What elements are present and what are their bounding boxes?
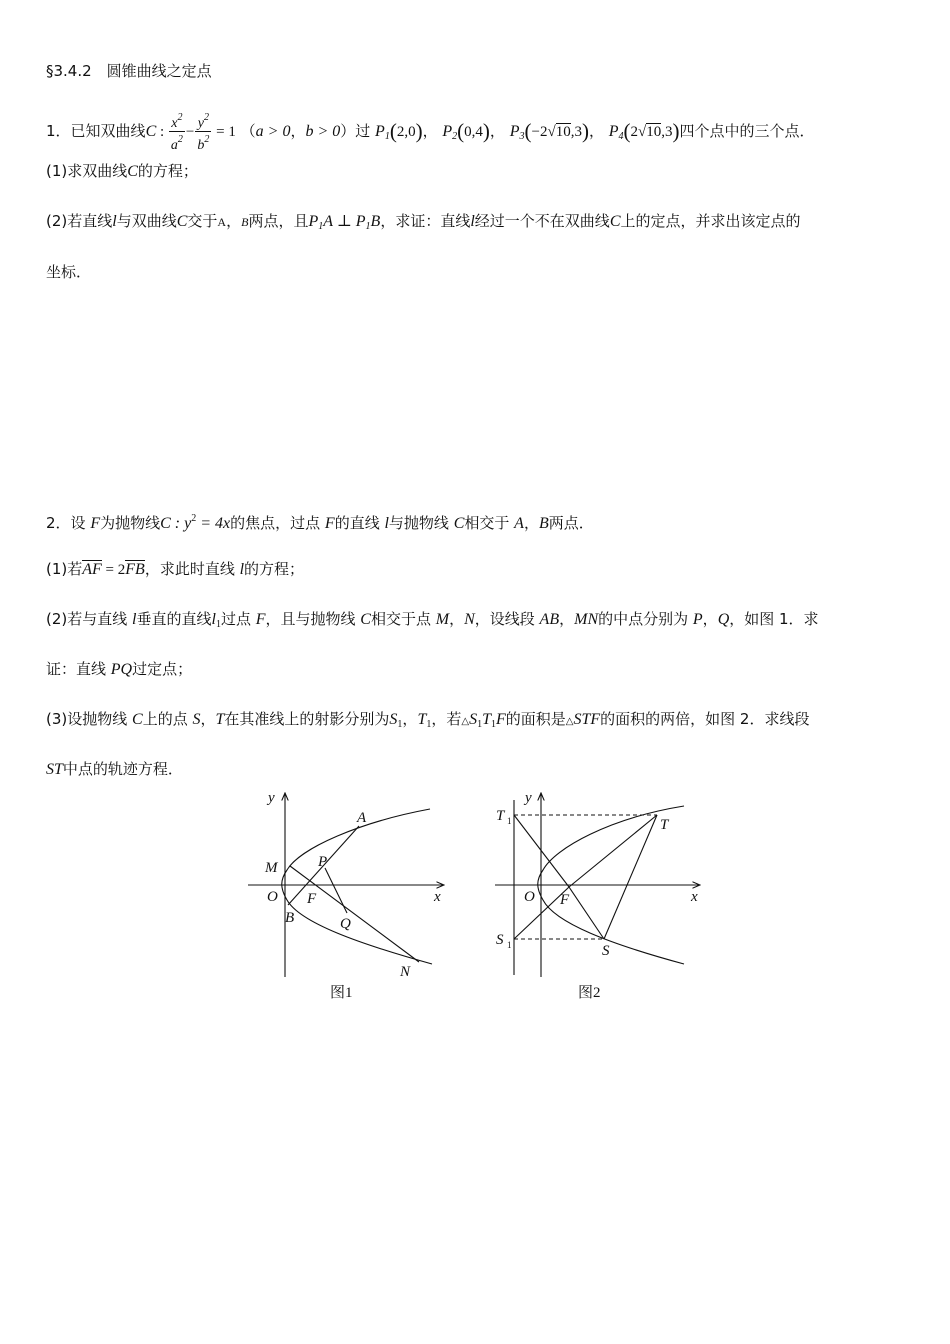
fig1-label-N: N [400, 964, 411, 980]
var-b: b [197, 138, 205, 153]
problem2-part2 [46, 609, 819, 635]
line-PQ: PQ [110, 661, 133, 678]
sub: 2 [452, 131, 458, 142]
segment-AB: AB [539, 611, 560, 628]
text: 相交于 [464, 514, 515, 532]
equals-one: = 1 [212, 124, 236, 140]
exp: 2 [177, 134, 183, 145]
fig1-label-O: O [267, 889, 278, 905]
text: 中点的轨迹方程． [62, 760, 183, 778]
P: P [442, 123, 453, 140]
point-Q: Q [717, 611, 730, 628]
point-P4 [609, 123, 624, 140]
figure1-caption: 图1 [330, 985, 353, 1001]
sep: ， [449, 610, 465, 628]
paren: ) [415, 119, 423, 143]
parabola-eq: : y [170, 515, 192, 532]
text: ，如图 1．求 [729, 610, 819, 628]
fig1-line-AB [288, 826, 359, 905]
problem1-statement [46, 110, 815, 153]
fig2-label-T1-sub: 1 [507, 816, 512, 826]
point-F: F [255, 611, 266, 628]
figure2-diagram [495, 793, 700, 977]
fig1-line-PQ [325, 868, 347, 913]
tri-S: S [469, 711, 478, 728]
exp: 2 [191, 513, 197, 524]
P2-coord: 0,4 [464, 124, 483, 140]
P4-root: 10 [646, 124, 662, 140]
text: ，若 [431, 710, 462, 728]
section-title [46, 61, 212, 81]
P3-root: 10 [555, 124, 571, 140]
problem2-part3-line2 [46, 759, 183, 780]
P1-coord: 2,0 [396, 124, 416, 140]
sqrt-sign: √ [638, 124, 647, 140]
fig2-label-F: F [560, 892, 570, 908]
text: 的方程； [244, 560, 305, 578]
var-y: y [197, 116, 204, 131]
problem2-statement [46, 509, 594, 534]
text: 为抛物线 [100, 514, 161, 532]
fraction-y2-b2 [195, 110, 211, 153]
fig2-label-T1: T [496, 808, 505, 824]
paren: ) [581, 119, 589, 143]
P: P [308, 213, 319, 230]
fig2-label-T: T [660, 817, 669, 833]
fig2-label-S1-sub: 1 [507, 940, 512, 950]
problem1-part2-line2 [46, 262, 91, 282]
cond-close: ）过 [340, 122, 371, 140]
point-P2 [442, 123, 457, 140]
perp-expr [308, 213, 380, 230]
text: 两点，且 [248, 212, 309, 230]
tri-T: T [482, 711, 491, 728]
curve-C: C [609, 213, 621, 230]
problem1-number: 1． [46, 122, 71, 140]
figure2-labels [496, 790, 698, 959]
paren: ( [389, 119, 397, 143]
text: 上的点 [142, 710, 193, 728]
point-F: F [324, 515, 335, 532]
text: 的直线 [334, 514, 385, 532]
line-l: l [470, 213, 475, 230]
P: P [608, 123, 619, 140]
problem1-part1 [46, 161, 198, 182]
point-S1: S [389, 711, 398, 728]
text: (2)若与直线 [46, 610, 133, 628]
paren: ) [672, 119, 680, 143]
text: 证：直线 [46, 660, 111, 678]
vector-FB: FB [125, 561, 145, 578]
fig1-label-P: P [318, 854, 328, 870]
problem1-tail: 四个点中的三个点． [679, 122, 815, 140]
point-B: B [241, 215, 249, 229]
triangle-symbol: △ [565, 716, 574, 727]
line-l: l [239, 561, 245, 578]
fig2-line-TF [569, 815, 657, 887]
sub: 1 [215, 619, 221, 630]
curve-C: C [127, 163, 138, 180]
text: ，求证：直线 [380, 212, 471, 230]
var-a: a [170, 138, 178, 153]
fig1-label-x: x [434, 889, 441, 905]
perp-mid: A ⊥ [323, 213, 356, 230]
paren: ( [457, 119, 465, 143]
sub: 1 [426, 719, 432, 730]
minus-sign: − [185, 124, 195, 140]
segment-ST: ST [46, 761, 63, 778]
P3-right: ,3 [570, 124, 582, 140]
text: 过定点； [132, 660, 193, 678]
fig2-label-x: x [691, 889, 698, 905]
section-title-text: §3.4.2 圆锥曲线之定点 [46, 62, 212, 80]
exp: 2 [203, 112, 209, 123]
problem1-intro: 已知双曲线 [70, 122, 146, 140]
text: 相交于点 [370, 610, 436, 628]
problem1-part2 [46, 211, 801, 237]
text: 的面积的两倍，如图 2．求线段 [600, 710, 810, 728]
sub: 1 [397, 719, 403, 730]
comma: ， [489, 122, 505, 140]
text: 经过一个不在双曲线 [474, 212, 610, 230]
part1-label: (1)求双曲线 [46, 162, 128, 180]
sep: ， [402, 710, 418, 728]
sub: 1 [365, 221, 371, 232]
curve-C: C [453, 515, 465, 532]
curve-C: C [360, 611, 371, 628]
P: P [355, 213, 366, 230]
sep: ， [200, 710, 216, 728]
point-A: A [514, 515, 524, 532]
parabola-rhs: = 4x [196, 515, 231, 532]
figure1-labels [264, 790, 441, 980]
paren: ( [623, 119, 631, 143]
line-l: l [384, 515, 389, 532]
curve-C: C [176, 213, 188, 230]
text: 2．设 [46, 514, 91, 532]
fig2-label-y: y [525, 790, 532, 806]
text: (1)若 [46, 560, 83, 578]
curve-C: C [160, 515, 171, 532]
fig1-label-y: y [268, 790, 275, 806]
fig2-line-T1F [514, 815, 569, 887]
text: (3)设抛物线 [46, 710, 133, 728]
comma: ， [588, 122, 604, 140]
exp: 2 [177, 112, 183, 123]
fig2-label-S: S [602, 943, 610, 959]
var-x: x [171, 116, 178, 131]
fig2-line-FS [569, 887, 604, 939]
point-T: T [215, 711, 225, 728]
fig1-label-A: A [357, 810, 367, 826]
text: 与抛物线 [388, 514, 454, 532]
text: 两点． [548, 514, 594, 532]
fig1-label-M: M [265, 860, 278, 876]
line-l1: l [211, 611, 216, 628]
perp-end: B [370, 213, 381, 230]
vec-mid: = 2 [101, 562, 126, 578]
text: (2)若直线 [46, 212, 113, 230]
problem2-part1 [46, 559, 304, 580]
sub: 4 [618, 131, 624, 142]
point-P1 [375, 123, 390, 140]
problem2-part3 [46, 709, 809, 735]
fig1-line-MN [290, 866, 419, 962]
colon: : [156, 124, 168, 140]
text: ， [226, 212, 242, 230]
P4-left: 2 [630, 124, 639, 140]
line-l: l [112, 213, 117, 230]
fig2-line-S1F [514, 887, 569, 939]
line-l: l [132, 611, 137, 628]
triangle-STF: STF [573, 711, 601, 728]
fraction-x2-a2 [169, 110, 185, 153]
point-B: B [538, 515, 549, 532]
point-T1: T [417, 711, 427, 728]
sub: 3 [519, 131, 525, 142]
text: 与双曲线 [116, 212, 177, 230]
comma: ， [290, 122, 306, 140]
sep: ， [523, 514, 539, 532]
figure2-caption: 图2 [578, 985, 601, 1001]
text: 的面积是 [505, 710, 566, 728]
fig2-label-O: O [524, 889, 535, 905]
fig1-label-Q: Q [340, 916, 351, 932]
text: ，且与抛物线 [265, 610, 361, 628]
P3-left: −2 [531, 124, 548, 140]
point-F: F [90, 515, 101, 532]
P: P [375, 123, 385, 140]
sep: ， [702, 610, 718, 628]
text: 交于 [187, 212, 218, 230]
text: 坐标． [46, 263, 92, 281]
sub: 1 [318, 221, 324, 232]
curve-C: C [132, 711, 143, 728]
text: 的焦点，过点 [230, 514, 325, 532]
sqrt-sign: √ [547, 124, 556, 140]
point-M: M [435, 611, 450, 628]
P: P [509, 123, 520, 140]
point-N: N [464, 611, 475, 628]
text: 上的定点，并求出该定点的 [620, 212, 801, 230]
triangle-symbol: △ [461, 716, 470, 727]
cond-a: a > 0 [255, 123, 291, 140]
fig2-parabola [538, 806, 684, 964]
segment-MN: MN [574, 611, 599, 628]
point-A: A [217, 215, 227, 229]
point-S: S [192, 711, 201, 728]
exp: 2 [204, 134, 210, 145]
text: 垂直的直线 [136, 610, 212, 628]
paren: ( [524, 119, 532, 143]
problem2-part2-line2 [46, 659, 192, 680]
fig2-label-S1: S [496, 932, 504, 948]
curve-C: C [145, 123, 157, 140]
cond-b: b > 0 [305, 123, 341, 140]
sep: ， [559, 610, 575, 628]
fig1-label-B: B [285, 910, 295, 926]
comma: ， [422, 122, 438, 140]
sub: 1 [477, 719, 483, 730]
fig2-line-TS [604, 815, 657, 939]
vector-AF: AF [82, 561, 102, 578]
fig1-label-F: F [307, 891, 317, 907]
fig1-parabola [282, 809, 432, 964]
text: 在其准线上的射影分别为 [224, 710, 390, 728]
cond-open: （ [240, 122, 256, 140]
P4-right: ,3 [661, 124, 673, 140]
paren: ) [482, 119, 490, 143]
text: ，设线段 [474, 610, 540, 628]
text: 过点 [220, 610, 256, 628]
sub: 1 [490, 719, 496, 730]
tri-F: F [495, 711, 506, 728]
text: ，求此时直线 [144, 560, 240, 578]
sub: 1 [384, 131, 390, 142]
point-P: P [692, 611, 703, 628]
part1-tail: 的方程； [137, 162, 198, 180]
text: 的中点分别为 [598, 610, 693, 628]
figure1-diagram [248, 793, 444, 977]
point-P3 [510, 123, 525, 140]
